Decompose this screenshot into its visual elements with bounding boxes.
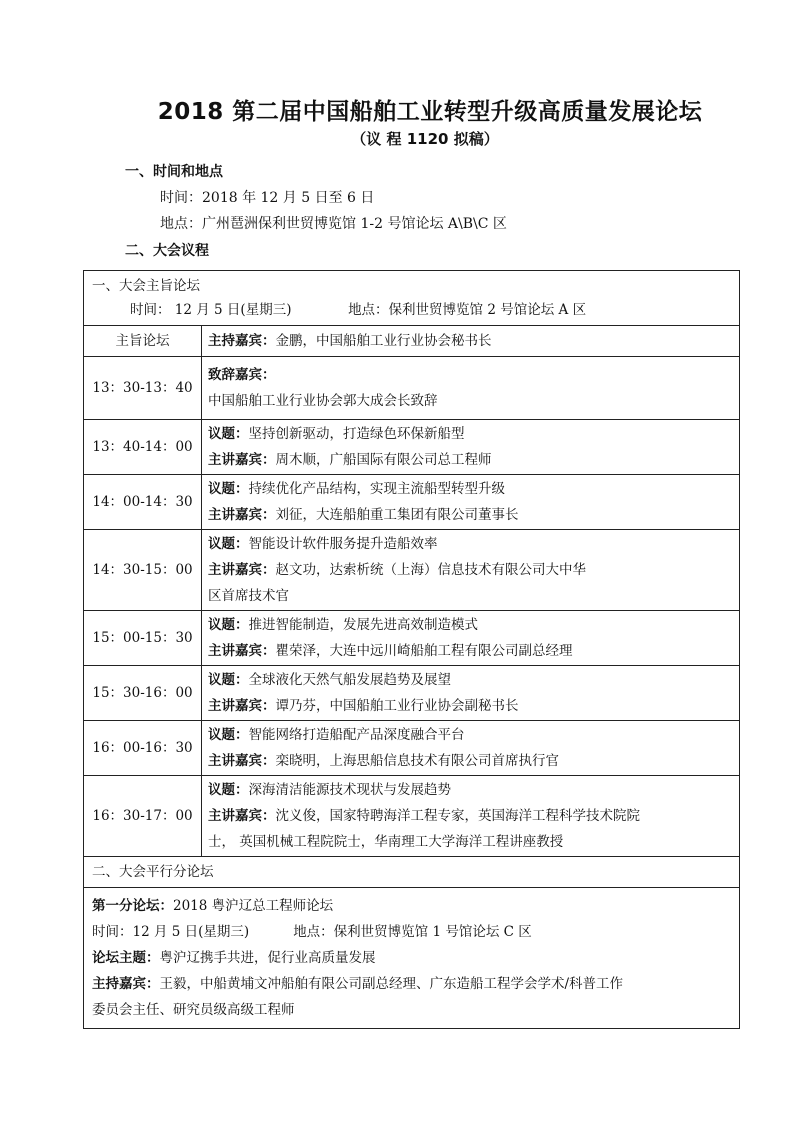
agenda-table (83, 270, 740, 1029)
host-name: 金鹏，中国船舶工业行业协会秘书长 (275, 333, 492, 349)
forum-label: 第一分论坛： (92, 898, 173, 914)
theme-label: 论坛主题： (92, 950, 160, 966)
forum-time: 时间：12 月 5 日(星期三) (92, 924, 250, 940)
speaker: 沈义俊，国家特聘海洋工程专家，英国海洋工程科学技术院院 (275, 808, 640, 824)
session-time: 14：30-15：00 (84, 530, 202, 611)
speaker-label: 主讲嘉宾： (208, 643, 276, 659)
topic-label: 议题： (208, 617, 249, 633)
plenary-place: 地点：保利世贸博览馆 2 号馆论坛 A 区 (348, 302, 587, 318)
speaker-label: 主讲嘉宾： (208, 562, 276, 578)
forum-theme: 粤沪辽携手共进，促行业高质量发展 (159, 950, 376, 966)
page-subtitle: （议 程 1120 拟稿） (351, 130, 499, 148)
speaker: 赵文功，达索析统（上海）信息技术有限公司大中华 (275, 562, 586, 578)
topic-label: 议题： (208, 426, 249, 442)
session-time: 15：00-15：30 (84, 611, 202, 666)
table-row (84, 420, 740, 475)
speaker-label: 主讲嘉宾： (208, 698, 276, 714)
speaker-label: 主讲嘉宾： (208, 808, 276, 824)
topic: 深海清洁能源技术现状与发展趋势 (248, 782, 451, 798)
session-time: 13：40-14：00 (84, 420, 202, 475)
event-time: 时间：2018 年 12 月 5 日至 6 日 (160, 190, 375, 206)
table-row (84, 530, 740, 611)
topic: 智能网络打造船配产品深度融合平台 (248, 727, 465, 743)
page-title: 2018 第二届中国船舶工业转型升级高质量发展论坛 (157, 99, 703, 125)
plenary-meta (92, 298, 733, 322)
forum-name: 2018 粤沪辽总工程师论坛 (173, 898, 334, 914)
topic: 智能设计软件服务提升造船效率 (248, 536, 438, 552)
speaker: 栾晓明，上海思船信息技术有限公司首席执行官 (275, 753, 559, 769)
speaker-continued: 士， 英国机械工程院院士，华南理工大学海洋工程讲座教授 (208, 834, 564, 850)
session-time: 15：30-16：00 (84, 666, 202, 721)
speaker: 瞿荣泽，大连中远川崎船舶工程有限公司副总经理 (275, 643, 573, 659)
table-row (84, 721, 740, 776)
plenary-header-row (84, 271, 740, 326)
session-time: 13：30-13：40 (84, 357, 202, 420)
section-heading-time-place: 一、时间和地点 (125, 164, 223, 180)
speaker-label: 主讲嘉宾： (208, 753, 276, 769)
parallel-forum-row (84, 888, 740, 1029)
host-label: 主持嘉宾： (208, 333, 276, 349)
plenary-label: 主旨论坛 (84, 326, 202, 357)
topic: 推进智能制造，发展先进高效制造模式 (248, 617, 478, 633)
plenary-time: 时间： 12 月 5 日(星期三) (130, 302, 292, 318)
forum-meta (92, 919, 733, 945)
speaker-label: 主讲嘉宾： (208, 452, 276, 468)
session-time: 16：30-17：00 (84, 776, 202, 857)
event-place: 地点：广州琶洲保利世贸博览馆 1-2 号馆论坛 A\B\C 区 (160, 216, 507, 232)
topic-label: 议题： (208, 782, 249, 798)
forum-place: 地点：保利世贸博览馆 1 号馆论坛 C 区 (293, 924, 532, 940)
speaker-label: 主讲嘉宾： (208, 507, 276, 523)
topic: 坚持创新驱动，打造绿色环保新船型 (248, 426, 465, 442)
speaker: 谭乃芬，中国船舶工业行业协会副秘书长 (275, 698, 519, 714)
plenary-heading: 一、大会主旨论坛 (92, 278, 200, 294)
topic-label: 议题： (208, 481, 249, 497)
plenary-host-row (84, 326, 740, 357)
parallel-header-row (84, 857, 740, 888)
session-time: 14：00-14：30 (84, 475, 202, 530)
forum-host: 王毅，中船黄埔文冲船舶有限公司副总经理、广东造船工程学会学术/科普工作 (159, 976, 624, 992)
speaker: 周木顺，广船国际有限公司总工程师 (275, 452, 492, 468)
topic: 全球液化天然气船发展趋势及展望 (248, 672, 451, 688)
table-row (84, 475, 740, 530)
speaker-continued: 区首席技术官 (208, 588, 289, 604)
parallel-heading: 二、大会平行分论坛 (84, 857, 740, 888)
session-line1-label: 致辞嘉宾： (208, 367, 276, 383)
forum-host-continued: 委员会主任、研究员级高级工程师 (92, 1002, 295, 1018)
session-time: 16：00-16：30 (84, 721, 202, 776)
table-row (84, 611, 740, 666)
table-row (84, 666, 740, 721)
speaker: 刘征，大连船舶重工集团有限公司董事长 (275, 507, 519, 523)
session-line2: 中国船舶工业行业协会郭大成会长致辞 (208, 393, 438, 409)
table-row (84, 357, 740, 420)
topic-label: 议题： (208, 536, 249, 552)
topic-label: 议题： (208, 672, 249, 688)
topic-label: 议题： (208, 727, 249, 743)
forum-host-label: 主持嘉宾： (92, 976, 160, 992)
table-row (84, 776, 740, 857)
section-heading-agenda: 二、大会议程 (125, 243, 209, 259)
topic: 持续优化产品结构，实现主流船型转型升级 (248, 481, 505, 497)
